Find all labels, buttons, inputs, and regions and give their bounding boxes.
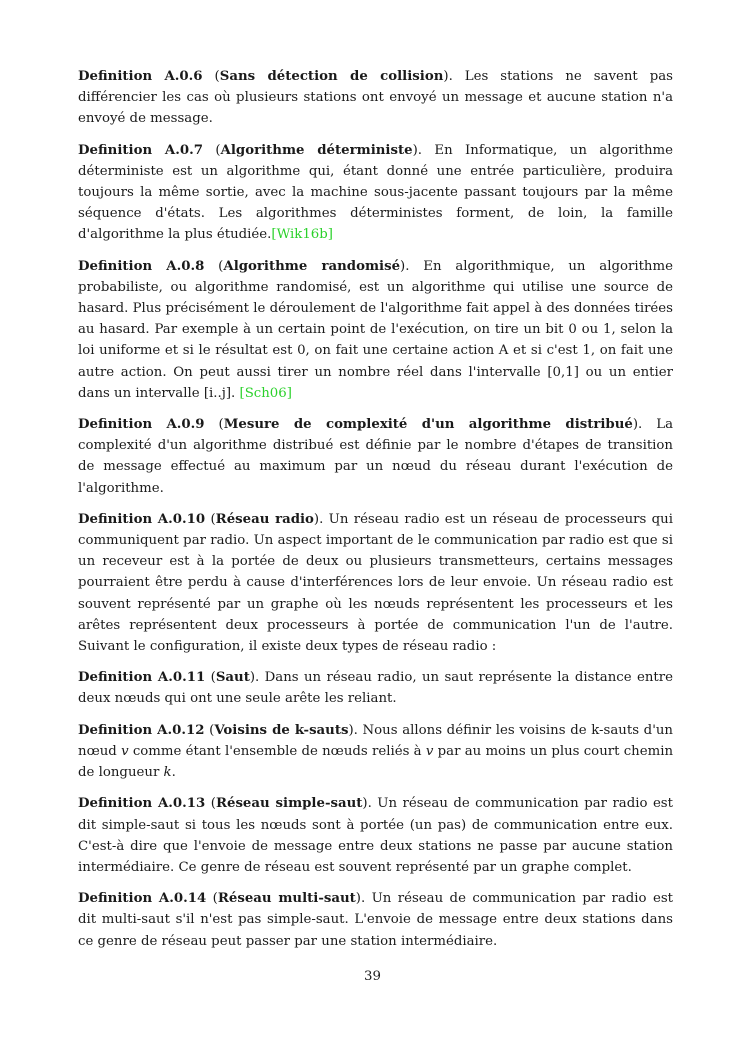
- definition-title: Algorithme randomisé: [223, 258, 401, 274]
- definition-a-0-14: Definition A.0.14 (Réseau multi-saut). Un réseau de communication par radio est dit multi-saut s'il n'est pas simple-saut. L'envoie de message entre deux stations dans ce genre de réseau peut passer par une station intermédiaire.: [78, 891, 673, 949]
- definition-text: .: [171, 765, 176, 781]
- definition-title: Réseau multi-saut: [217, 891, 356, 907]
- definition-title: Réseau radio: [215, 511, 314, 527]
- page-number: 39: [364, 969, 381, 984]
- definition-a-0-8: Definition A.0.8 (Algorithme randomisé). En algorithmique, un algorithme probabiliste, ou algorithme randomisé, est un algorithme qui utilise une source de hasard. Plus précisément le déroulement de l'algorithme fait appel à des données tirées au hasard. Par exemple à un certain point de l'exécution, on tire un bit 0 ou 1, selon la loi uniforme et si le résultat est 0, on fait une certaine action A et si c'est 1, on fait une autre action. On peut aussi tirer un nombre réel dans l'intervalle [0,1] ou un entier dans un intervalle [i..j]. [Sch06]: [78, 258, 673, 401]
- definition-text: Un réseau de communication par radio est dit simple-saut si tous les nœuds sont à portée (un pas) de communication entre eux. C'est-à dire que l'envoie de message entre deux stations ne passe par aucune station intermédiaire. Ce genre de réseau est souvent représenté par un graphe complet.: [78, 796, 673, 875]
- definition-text: En Informatique, un algorithme déterministe est un algorithme qui, étant donné une entrée particulière, produira toujours la même sortie, avec la machine sous-jacente passant toujours par la même séquence d'états. Les algorithmes déterministes forment, de loin, la famille d'algorithme la plus étudiée.: [78, 142, 673, 243]
- definition-title: Mesure de complexité d'un algorithme distribué: [223, 417, 633, 433]
- variable-v: v: [425, 743, 434, 759]
- definition-a-0-7: Definition A.0.7 (Algorithme déterministe). En Informatique, un algorithme déterministe est un algorithme qui, étant donné une entrée particulière, produira toujours la même sortie, avec la machine sous-jacente passant toujours par la même séquence d'états. Les algorithmes déterministes forment, de loin, la famille d'algorithme la plus étudiée.[Wik16b]: [78, 142, 673, 243]
- definition-title: Sans détection de collision: [219, 69, 444, 84]
- definition-label: Definition A.0.11: [78, 670, 206, 686]
- definition-label: Definition A.0.8: [78, 258, 205, 274]
- definition-a-0-6: Definition A.0.6 (Sans détection de collision). Les stations ne savent pas différencier les cas où plusieurs stations ont envoyé un message et aucune station n'a envoyé de message.: [78, 69, 673, 127]
- definition-label: Definition A.0.12: [78, 722, 205, 738]
- definition-text: Les stations ne savent pas différencier les cas où plusieurs stations ont envoyé un message et aucune station n'a envoyé de message.: [78, 69, 673, 127]
- definition-label: Definition A.0.6: [78, 69, 203, 84]
- definition-title: Saut: [215, 670, 250, 686]
- page-body: [78, 66, 673, 962]
- definition-title: Algorithme déterministe: [220, 142, 413, 158]
- definition-text: Un réseau de communication par radio est dit multi-saut s'il n'est pas simple-saut. L'envoie de message entre deux stations dans ce genre de réseau peut passer par une station intermédiaire.: [78, 891, 673, 949]
- definition-a-0-9: Definition A.0.9 (Mesure de complexité d'un algorithme distribué). La complexité d'un algorithme distribué est définie par le nombre d'étapes de transition de message effectué au maximum par un nœud du réseau durant l'exécution de l'algorithme.: [78, 417, 673, 496]
- definition-label: Definition A.0.14: [78, 891, 207, 907]
- definition-label: Definition A.0.7: [78, 142, 203, 158]
- definition-text: comme étant l'ensemble de nœuds reliés à: [132, 743, 422, 759]
- definition-a-0-10: Definition A.0.10 (Réseau radio). Un réseau radio est un réseau de processeurs qui communiquent par radio. Un aspect important de le communication par radio est que si un receveur est à la portée de deux ou plusieurs transmetteurs, certains messages pourraient être perdu à cause d'interférences lors de leur envoie. Un réseau radio est souvent représenté par un graphe où les nœuds représentent les processeurs et les arêtes représentent deux processeurs à portée de communication l'un de l'autre. Suivant le configuration, il existe deux types de réseau radio :: [78, 511, 673, 655]
- definition-a-0-12: Definition A.0.12 (Voisins de k-sauts). Nous allons définir les voisins de k-sauts d'un nœud v comme étant l'ensemble de nœuds reliés à v par au moins un plus court chemin de longueur k.: [78, 722, 674, 781]
- definition-title: Réseau simple-saut: [215, 796, 363, 812]
- definition-text: Un réseau radio est un réseau de processeurs qui communiquent par radio. Un aspect important de le communication par radio est que si un receveur est à la portée de deux ou plusieurs transmetteurs, certains messages pourraient être perdu à cause d'interférences lors de leur envoie. Un réseau radio est souvent représenté par un graphe où les nœuds représentent les processeurs et les arêtes représentent deux processeurs à portée de communication l'un de l'autre. Suivant le configuration, il existe deux types de réseau radio :: [78, 511, 673, 655]
- definition-text: Dans un réseau radio, un saut représente la distance entre deux nœuds qui ont une seule arête les reliant.: [78, 670, 673, 707]
- definition-text: La complexité d'un algorithme distribué est définie par le nombre d'étapes de transition de message effectué au maximum par un nœud du réseau durant l'exécution de l'algorithme.: [78, 417, 673, 496]
- variable-v: v: [121, 743, 129, 759]
- definition-label: Definition A.0.13: [78, 796, 206, 812]
- definition-a-0-13: Definition A.0.13 (Réseau simple-saut). Un réseau de communication par radio est dit simple-saut si tous les nœuds sont à portée (un pas) de communication entre eux. C'est-à dire que l'envoie de message entre deux stations ne passe par aucune station intermédiaire. Ce genre de réseau est souvent représenté par un graphe complet.: [78, 796, 673, 875]
- citation-link[interactable]: [Sch06]: [239, 385, 292, 401]
- citation-link[interactable]: [Wik16b]: [271, 227, 333, 243]
- definition-label: Definition A.0.9: [78, 417, 205, 433]
- definition-label: Definition A.0.10: [78, 511, 206, 527]
- definition-text: En algorithmique, un algorithme probabiliste, ou algorithme randomisé, est un algorithme qui utilise une source de hasard. Plus précisément le déroulement de l'algorithme fait appel à des données tirées au hasard. Par exemple à un certain point de l'exécution, on tire un bit 0 ou 1, selon la loi uniforme et si le résultat est 0, on fait une certaine action A et si c'est 1, on fait une autre action. On peut aussi tirer un nombre réel dans l'intervalle [0,1] ou un entier dans un intervalle [i..j].: [78, 258, 673, 401]
- definition-title: Voisins de k-sauts: [214, 722, 349, 738]
- definition-a-0-11: Definition A.0.11 (Saut). Dans un réseau radio, un saut représente la distance entre deux nœuds qui ont une seule arête les reliant.: [78, 670, 673, 707]
- definition-text: Nous allons définir les voisins de k-sauts d'un nœud: [78, 722, 673, 759]
- definition-text: par au moins un plus court chemin de longueur: [78, 743, 674, 781]
- variable-k: k: [163, 765, 172, 781]
